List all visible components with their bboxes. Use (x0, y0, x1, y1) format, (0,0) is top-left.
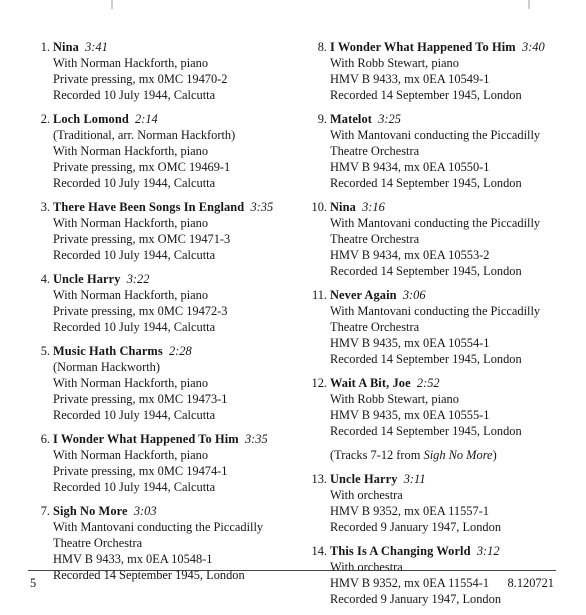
note-album: Sigh No More (423, 448, 493, 462)
track-list-left (30, 39, 278, 591)
track-detail: Recorded 14 September 1945, London (330, 352, 522, 366)
track-heading (53, 199, 278, 215)
track-number: 1. (40, 40, 50, 54)
track-detail: With Norman Hackforth, piano (53, 448, 209, 462)
track-title: Music Hath Charms (53, 344, 163, 358)
track-heading (53, 343, 278, 359)
track-duration: 3:25 (378, 112, 401, 126)
track-detail: With Robb Stewart, piano (330, 56, 459, 70)
track-entry (307, 471, 555, 535)
footer-rule (28, 570, 556, 571)
track-duration: 3:35 (244, 432, 268, 446)
track-number: 8. (317, 40, 327, 54)
track-heading (330, 111, 555, 127)
track-duration: 3:16 (362, 200, 385, 214)
track-title: Matelot (330, 112, 372, 126)
track-number: 14. (311, 544, 327, 558)
track-number: 7. (40, 504, 50, 518)
track-duration: 3:35 (250, 200, 274, 214)
track-title: Nina (53, 40, 79, 54)
page-number: 5 (30, 576, 37, 590)
track-heading (53, 431, 278, 447)
track-duration: 3:40 (521, 40, 545, 54)
track-detail: Recorded 14 September 1945, London (330, 264, 522, 278)
track-detail: HMV B 9352, mx 0EA 11557-1 (330, 504, 490, 518)
track-detail: With Norman Hackforth, piano (53, 288, 209, 302)
track-detail: With Norman Hackforth, piano (53, 144, 209, 158)
catalog-number: 8.120721 (507, 576, 554, 590)
track-title: Uncle Harry (330, 472, 398, 486)
track-detail: With Norman Hackforth, piano (53, 56, 209, 70)
track-detail: With Mantovani conducting the Piccadilly (53, 520, 264, 534)
track-detail: HMV B 9434, mx 0EA 10553-2 (330, 248, 490, 262)
track-heading (330, 287, 555, 303)
track-title: Uncle Harry (53, 272, 121, 286)
track-title: Never Again (330, 288, 397, 302)
track-duration: 2:52 (416, 376, 440, 390)
note-suffix: ) (492, 448, 497, 462)
track-detail: Recorded 10 July 1944, Calcutta (53, 176, 216, 190)
track-detail: Theatre Orchestra (330, 320, 420, 334)
track-duration: 3:11 (403, 472, 426, 486)
track-detail: Recorded 10 July 1944, Calcutta (53, 320, 216, 334)
track-number: 13. (311, 472, 327, 486)
track-detail: Private pressing, mx 0MC 19473-1 (53, 392, 228, 406)
track-detail: Recorded 14 September 1945, London (330, 176, 522, 190)
track-detail: Recorded 10 July 1944, Calcutta (53, 408, 216, 422)
track-detail: With Norman Hackforth, piano (53, 216, 209, 230)
track-entry (30, 431, 278, 495)
scan-mark (111, 0, 113, 9)
track-title: Loch Lomond (53, 112, 129, 126)
track-title: I Wonder What Happened To Him (330, 40, 516, 54)
track-entry (30, 503, 278, 583)
track-detail: Recorded 14 September 1945, London (53, 568, 245, 582)
track-detail: Recorded 10 July 1944, Calcutta (53, 248, 216, 262)
track-detail: Theatre Orchestra (330, 232, 420, 246)
track-detail: Recorded 10 July 1944, Calcutta (53, 88, 216, 102)
track-entry (307, 287, 555, 367)
track-detail: Theatre Orchestra (330, 144, 420, 158)
note-prefix: (Tracks 7-12 from (330, 448, 424, 462)
track-detail: Theatre Orchestra (53, 536, 143, 550)
track-list-right (307, 39, 555, 615)
track-detail: With Robb Stewart, piano (330, 392, 459, 406)
track-detail: Recorded 9 January 1947, London (330, 592, 502, 606)
track-duration: 3:06 (402, 288, 426, 302)
track-duration: 2:28 (168, 344, 192, 358)
track-detail: Recorded 14 September 1945, London (330, 88, 522, 102)
track-detail: HMV B 9433, mx 0EA 10549-1 (330, 72, 490, 86)
track-entry (30, 39, 278, 103)
track-heading (53, 39, 278, 55)
track-detail: With Mantovani conducting the Piccadilly (330, 304, 541, 318)
track-number: 6. (40, 432, 50, 446)
track-title: There Have Been Songs In England (53, 200, 245, 214)
track-detail: Private pressing, mx 0MC 19470-2 (53, 72, 228, 86)
track-detail: Recorded 14 September 1945, London (330, 424, 522, 438)
track-title: Sigh No More (53, 504, 128, 518)
track-number: 4. (40, 272, 50, 286)
track-entry (30, 271, 278, 335)
track-number: 9. (317, 112, 327, 126)
track-heading (53, 271, 278, 287)
scan-mark (528, 0, 530, 9)
track-entry (307, 199, 555, 279)
track-detail: HMV B 9435, mx 0EA 10555-1 (330, 408, 490, 422)
track-detail: Private pressing, mx OMC 19469-1 (53, 160, 231, 174)
track-title: Wait A Bit, Joe (330, 376, 411, 390)
track-entry (30, 111, 278, 191)
track-detail: (Norman Hackworth) (53, 360, 161, 374)
track-heading (53, 503, 278, 519)
track-entry (307, 111, 555, 191)
track-heading (330, 375, 555, 391)
track-detail: Recorded 9 January 1947, London (330, 520, 502, 534)
track-detail: With Norman Hackforth, piano (53, 376, 209, 390)
track-duration: 3:12 (476, 544, 500, 558)
track-duration: 3:03 (133, 504, 157, 518)
track-number: 10. (311, 200, 327, 214)
track-detail: HMV B 9433, mx 0EA 10548-1 (53, 552, 213, 566)
track-detail: With orchestra (330, 560, 403, 574)
track-heading (330, 39, 555, 55)
track-heading (330, 471, 555, 487)
track-title: Nina (330, 200, 356, 214)
track-entry (30, 199, 278, 263)
track-detail: Private pressing, mx OMC 19471-3 (53, 232, 231, 246)
track-detail: With Mantovani conducting the Piccadilly (330, 128, 541, 142)
track-duration: 3:41 (85, 40, 108, 54)
source-note (307, 447, 555, 463)
track-detail: HMV B 9435, mx 0EA 10554-1 (330, 336, 490, 350)
track-entry (307, 375, 555, 439)
track-number: 12. (311, 376, 327, 390)
track-heading (330, 543, 555, 559)
track-title: This Is A Changing World (330, 544, 471, 558)
track-detail: Private pressing, mx 0MC 19472-3 (53, 304, 228, 318)
track-detail: Private pressing, mx 0MC 19474-1 (53, 464, 228, 478)
track-detail: With orchestra (330, 488, 403, 502)
track-number: 11. (311, 288, 327, 302)
track-detail: Recorded 10 July 1944, Calcutta (53, 480, 216, 494)
track-detail: With Mantovani conducting the Piccadilly (330, 216, 541, 230)
track-entry (30, 343, 278, 423)
track-number: 5. (40, 344, 50, 358)
track-title: I Wonder What Happened To Him (53, 432, 239, 446)
track-number: 3. (40, 200, 50, 214)
track-entry (307, 39, 555, 103)
track-detail: (Traditional, arr. Norman Hackforth) (53, 128, 236, 142)
track-duration: 3:22 (126, 272, 150, 286)
track-detail: HMV B 9352, mx 0EA 11554-1 (330, 576, 490, 590)
track-number: 2. (40, 112, 50, 126)
track-heading (330, 199, 555, 215)
track-heading (53, 111, 278, 127)
track-duration: 2:14 (135, 112, 158, 126)
track-detail: HMV B 9434, mx 0EA 10550-1 (330, 160, 490, 174)
